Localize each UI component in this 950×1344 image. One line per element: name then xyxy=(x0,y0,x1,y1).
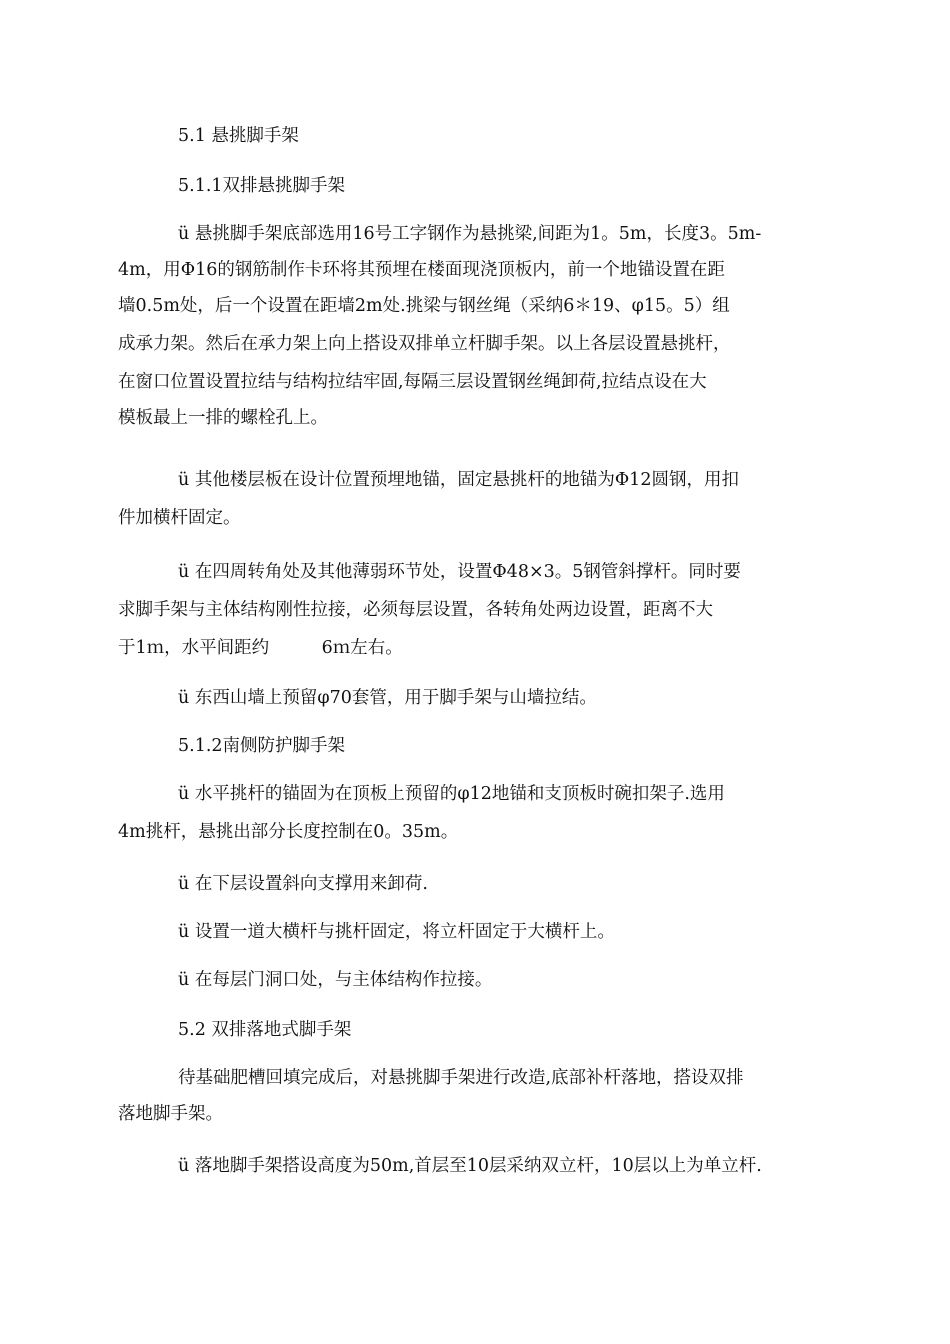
heading-5-2: 5.2 双排落地式脚手架 xyxy=(178,1020,352,1040)
heading-5-1-2: 5.1.2南侧防护脚手架 xyxy=(178,736,346,756)
paragraph-gable-sleeve: ü 东西山墙上预留φ70套管，用于脚手架与山墙拉结。 xyxy=(178,688,597,708)
text-line: 模板最上一排的螺栓孔上。 xyxy=(118,408,328,428)
paragraph-diagonal-support: ü 在下层设置斜向支撑用来卸荷. xyxy=(178,874,428,894)
text-line: 在窗口位置设置拉结与结构拉结牢固,每隔三层设置钢丝绳卸荷,拉结点设在大 xyxy=(118,372,707,392)
heading-5-1-1: 5.1.1双排悬挑脚手架 xyxy=(178,176,346,196)
text-line: 于1ｍ，水平间距约 6ｍ左右。 xyxy=(118,638,403,658)
text-line: 成承力架。然后在承力架上向上搭设双排单立杆脚手架。以上各层设置悬挑杆， xyxy=(118,334,731,354)
text-line: 4m，用Φ16的钢筋制作卡环将其预埋在楼面现浇顶板内，前一个地锚设置在距 xyxy=(118,260,725,280)
text-line: ü 悬挑脚手架底部选用16号工字钢作为悬挑梁,间距为1。5m，长度3。5m- xyxy=(178,224,762,244)
text-line: 求脚手架与主体结构刚性拉接，必须每层设置，各转角处两边设置，距离不大 xyxy=(118,600,713,620)
text-line: 墙0.5m处，后一个设置在距墙2m处.挑梁与钢丝绳（采纳6＊19、φ15。5）组 xyxy=(118,296,730,316)
text-line: 件加横杆固定。 xyxy=(118,508,241,528)
text-line: 4m挑杆，悬挑出部分长度控制在0。35m。 xyxy=(118,822,459,842)
text-line: ü 其他楼层板在设计位置预埋地锚，固定悬挑杆的地锚为Φ12圆钢，用扣 xyxy=(178,470,739,490)
paragraph-ground-scaffold-height: ü 落地脚手架搭设高度为50m,首层至10层采纳双立杆，10层以上为单立杆. xyxy=(178,1156,762,1176)
heading-5-1: 5.1 悬挑脚手架 xyxy=(178,126,299,146)
paragraph-door-opening: ü 在每层门洞口处，与主体结构作拉接。 xyxy=(178,970,493,990)
paragraph-ledger: ü 设置一道大横杆与挑杆固定，将立杆固定于大横杆上。 xyxy=(178,922,615,942)
text-line: 待基础肥槽回填完成后，对悬挑脚手架进行改造,底部补杆落地，搭设双排 xyxy=(178,1068,744,1088)
text-line: 落地脚手架。 xyxy=(118,1104,223,1124)
text-line: ü 水平挑杆的锚固为在顶板上预留的φ12地锚和支顶板时碗扣架子.选用 xyxy=(178,784,725,804)
text-line: ü 在四周转角处及其他薄弱环节处，设置Φ48×3。5钢管斜撑杆。同时要 xyxy=(178,562,741,582)
